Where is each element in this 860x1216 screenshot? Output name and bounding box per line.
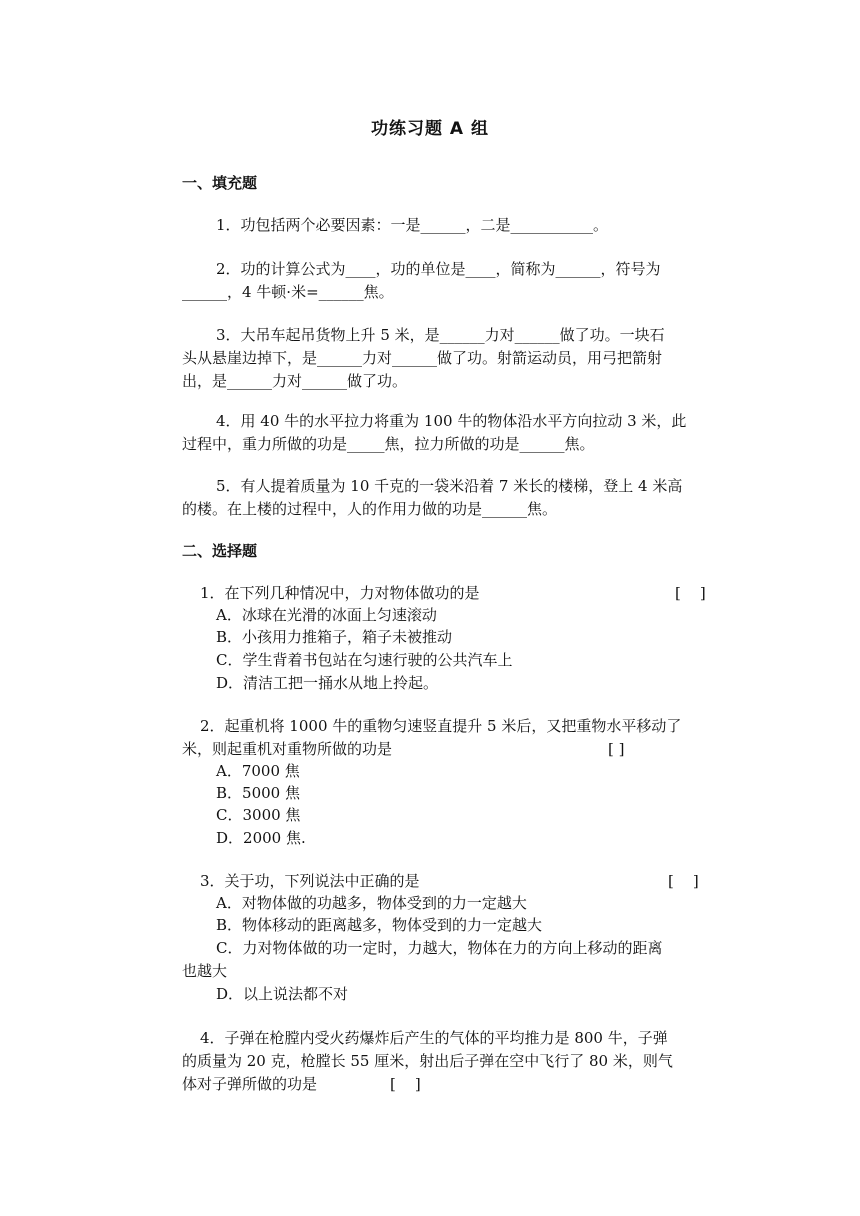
choice-question-2-stem-line-2: 米，则起重机对重物所做的功是 <box>182 740 393 758</box>
choice-question-2-stem-line-1: 2．起重机将 1000 牛的重物匀速竖直提升 5 米后，又把重物水平移动了 <box>200 717 682 735</box>
choice-question-3-stem: 3．关于功，下列说法中正确的是 <box>200 872 420 890</box>
fill-question-1: 1．功包括两个必要因素：一是______，二是___________。 <box>216 216 609 234</box>
fill-question-3-line-2: 头从悬崖边掉下，是______力对______做了功。射箭运动员，用弓把箭射 <box>182 349 663 367</box>
answer-bracket: [ ] <box>668 872 699 890</box>
answer-bracket: [ ] <box>675 584 706 602</box>
fill-question-2-line-1: 2．功的计算公式为____，功的单位是____，简称为______，符号为 <box>216 260 661 278</box>
choice-option: A．对物体做的功越多，物体受到的力一定越大 <box>216 894 527 912</box>
choice-option: C．3000 焦 <box>216 806 301 824</box>
choice-option: B．小孩用力推箱子，箱子未被推动 <box>216 628 453 646</box>
choice-option: A．冰球在光滑的冰面上匀速滚动 <box>216 606 437 624</box>
choice-question-4-stem-line-1: 4．子弹在枪膛内受火药爆炸后产生的气体的平均推力是 800 牛，子弹 <box>200 1029 668 1047</box>
choice-question-1-stem: 1．在下列几种情况中，力对物体做功的是 <box>200 584 480 602</box>
choice-option: B．物体移动的距离越多，物体受到的力一定越大 <box>216 916 543 934</box>
fill-question-4-line-1: 4．用 40 牛的水平拉力将重为 100 牛的物体沿水平方向拉动 3 米，此 <box>216 412 687 430</box>
choice-option: B．5000 焦 <box>216 784 300 802</box>
choice-option: A．7000 焦 <box>216 762 300 780</box>
fill-question-3-line-3: 出，是______力对______做了功。 <box>182 372 408 390</box>
choice-option: C．力对物体做的功一定时，力越大，物体在力的方向上移动的距离 <box>216 939 663 957</box>
answer-bracket: [ ] <box>608 740 625 758</box>
choice-option: D．以上说法都不对 <box>216 985 349 1003</box>
section-heading-choice: 二、选择题 <box>182 542 258 560</box>
choice-question-4-stem-line-3: 体对子弹所做的功是 <box>182 1075 318 1093</box>
choice-question-4-stem-line-2: 的质量为 20 克，枪膛长 55 厘米，射出后子弹在空中飞行了 80 米，则气 <box>182 1052 673 1070</box>
answer-bracket: [ ] <box>390 1075 421 1093</box>
choice-option: D．清洁工把一捅水从地上拎起。 <box>216 674 439 692</box>
fill-question-5-line-1: 5．有人提着质量为 10 千克的一袋米沿着 7 米长的楼梯，登上 4 米高 <box>216 477 683 495</box>
fill-question-2-line-2: ______，4 牛顿·米=______焦。 <box>182 283 394 301</box>
page-title: 功练习题 A 组 <box>371 119 489 139</box>
choice-option: C．学生背着书包站在匀速行驶的公共汽车上 <box>216 651 513 669</box>
choice-option: D．2000 焦. <box>216 829 306 847</box>
choice-option-continuation: 也越大 <box>182 962 228 980</box>
section-heading-fill: 一、填充题 <box>182 174 258 192</box>
fill-question-5-line-2: 的楼。在上楼的过程中，人的作用力做的功是______焦。 <box>182 500 558 518</box>
fill-question-4-line-2: 过程中，重力所做的功是_____焦，拉力所做的功是______焦。 <box>182 435 595 453</box>
fill-question-3-line-1: 3．大吊车起吊货物上升 5 米，是______力对______做了功。一块石 <box>216 326 665 344</box>
